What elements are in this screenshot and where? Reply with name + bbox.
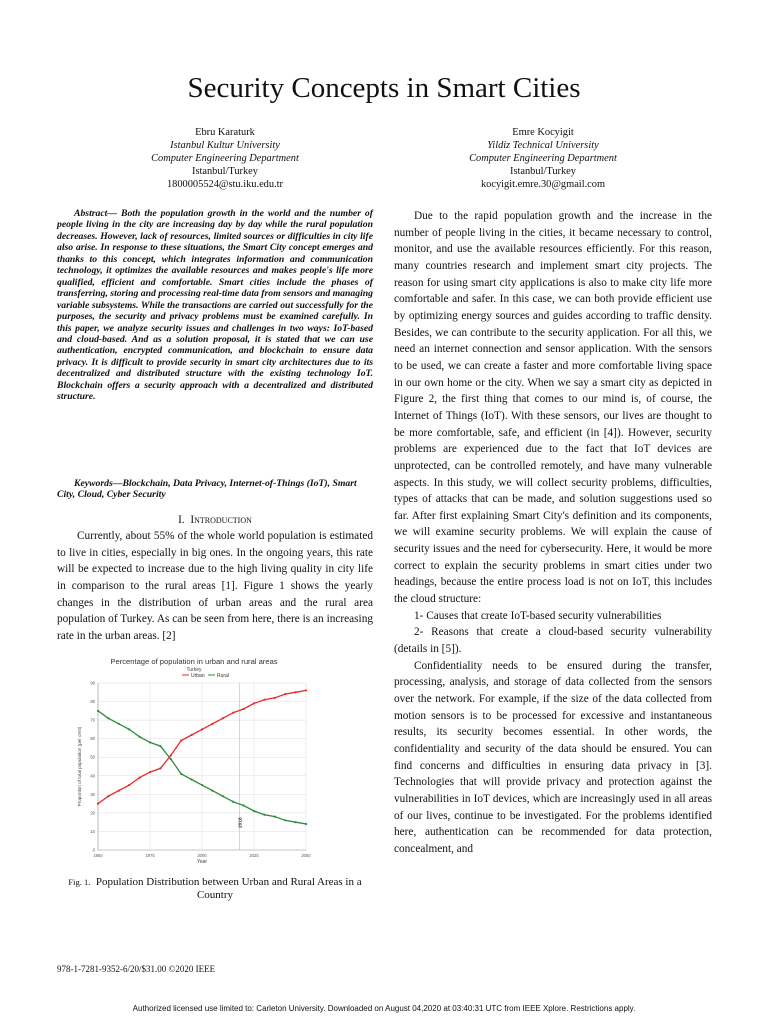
data-point-urban [139,777,141,779]
author-university: Istanbul Kultur University [170,140,280,151]
data-point-urban [159,767,161,769]
chart-subtitle: Turkey [186,667,202,673]
abstract: Abstract— Both the population growth in the world and the number of people living in the city are increasing day by day while the rural population decreases. However, lack of resources, limited sources or difficulties in city life also arise. In response to these situations, the Smart City concept emerges and thanks to this concept, which integrates information and communication technology, it optimizes the available resources and makes people's life more qualified, efficient and comfortable. Smart cities include the phases of transferring, storing and processing real-time data from sensors and managing variable subsystems. While the transactions are carried out successfully for the purposes, the security and privacy problems must be examined carefully. In this paper, we analyze security issues and challenges in two ways: IoT-based and cloud-based. And as a solution proposal, it is stated that we can use authentication, encrypted communication, and blockchain to ensure data privacy. It is difficult to provide security in smart city architectures due to its decentralized and distributed structure with the existing technology IoT. Blockchain offers a security approach with a decentralized and distributed structure. [57,208,373,403]
data-point-urban [295,691,297,693]
figure-label: Fig. 1. [68,877,91,887]
author-block-1 [110,126,340,191]
author-name: Ebru Karaturk [195,127,255,138]
data-point-rural [170,758,172,760]
data-point-urban [107,795,109,797]
data-point-urban [305,689,307,691]
data-point-rural [97,710,99,712]
section-heading [57,514,373,526]
chart-title: Percentage of population in urban and rural areas [110,657,278,666]
right-column [394,208,712,858]
x-tick-label: 2000 [197,853,207,858]
y-tick-label: 20 [90,810,95,816]
data-point-rural [232,801,234,803]
data-point-rural [191,778,193,780]
data-point-rural [128,728,130,730]
intro-body [57,528,373,645]
data-point-rural [305,823,307,825]
data-point-rural [118,723,120,725]
data-point-urban [149,771,151,773]
license-footer: Authorized licensed use limited to: Carleton University. Downloaded on August 04,2020 at 03:40:31 UTC from IEEE Xplore. Restrictions apply. [132,1004,636,1013]
y-tick-label: 90 [90,680,95,686]
x-tick-label: 1975 [145,853,155,858]
data-point-urban [284,693,286,695]
data-point-rural [159,745,161,747]
author-university: Yildiz Technical University [487,140,599,151]
intro-paragraph: Currently, about 55% of the whole world population is estimated to live in cities, especially in big ones. In the ongoing years, this rate will be expected to increase due to the high living quality in city life in comparison to the rural areas [1]. Figure 1 shows the yearly changes in the distribution of urban areas and the rural area population of Turkey. As can be seen from here, there is an increasing rate in the urban areas. [2] [57,530,373,642]
figure-caption-text: Population Distribution between Urban and Rural Areas in a Country [95,876,362,901]
data-point-urban [263,699,265,701]
isbn-line: 978-1-7281-9352-6/20/$31.00 ©2020 IEEE [57,964,216,974]
y-tick-label: 10 [90,828,95,834]
data-point-rural [253,810,255,812]
y-tick-label: 70 [90,717,95,723]
author-name: Emre Kocyigit [512,127,574,138]
data-point-rural [295,821,297,823]
paper-title: Security Concepts in Smart Cities [187,72,581,104]
data-point-rural [107,717,109,719]
figure-caption [57,876,373,902]
data-point-rural [284,819,286,821]
section-number: I. [178,514,185,526]
section-title: Introduction [190,514,252,526]
data-point-urban [97,803,99,805]
legend-urban-label: Urban [191,673,205,679]
year-marker-label: 2018 [238,817,244,828]
y-tick-label: 80 [90,699,95,705]
y-tick-label: 40 [90,773,95,779]
population-chart [74,655,314,867]
data-point-urban [191,734,193,736]
data-point-rural [243,804,245,806]
author-email: kocyigit.emre.30@gmail.com [480,179,606,190]
y-tick-label: 0 [92,847,95,853]
y-axis-label: Proportion of total population (per cent) [77,726,82,807]
data-point-urban [128,784,130,786]
data-point-rural [149,741,151,743]
body-paragraph: Confidentiality needs to be ensured during the transfer, processing, analysis, and storage of data collected from the sensors over the network. For example, if the size of the data collected from motion sensors is to be processed for excessive and instantaneous results, its security becomes essential. In other words, the confidentiality and security of the data should be ensured. You can find concerns and difficulties in ensuring data privacy in [3]. Technologies that will provide privacy and protection against the vulnerabilities in IoT devices, which are increasingly used in all areas of our lives, continue to be investigated. For the problems identified here, authentication can be recommended for data protection, concealment, and [394,659,712,855]
list-item: 1- Causes that create IoT-based security vulnerabilities [414,609,662,622]
data-point-urban [232,712,234,714]
data-point-urban [274,697,276,699]
data-point-rural [222,795,224,797]
author-email: 1800005524@stu.iku.edu.tr [166,179,284,190]
author-block-2 [428,126,658,191]
x-axis-label: Year [196,859,208,865]
x-tick-label: 2050 [301,853,311,858]
data-point-urban [253,702,255,704]
data-point-urban [222,717,224,719]
data-point-urban [180,739,182,741]
legend-rural-label: Rural [217,673,229,679]
x-tick-label: 2025 [249,853,259,858]
data-point-urban [118,790,120,792]
author-department: Computer Engineering Department [151,153,299,164]
y-tick-label: 60 [90,736,95,742]
data-point-rural [201,784,203,786]
y-tick-label: 30 [90,791,95,797]
keywords: Keywords—Blockchain, Data Privacy, Internet-of-Things (IoT), Smart City, Cloud, Cyber Security [57,478,357,501]
body-paragraph: Due to the rapid population growth and the increase in the number of people living in the cities, it became necessary to control, monitor, and use the available resources efficiently. For this reason, many countries research and implement smart city projects. The reason for using smart city applications is also to make city life more comfortable and safer. In this case, we can both provide efficient use by optimizing energy sources and guides according to traffic density. Besides, we can contribute to the security application. For all this, we need an internet connection and sensor application. With the sensors to be used, we can create a faster and more comfortable living space in our own home or the city. When we say a smart city as depicted in Figure 2, the first thing that comes to our mind is, of course, the Internet of Things (IoT). With these sensors, our lives are thought to be more comfortable, safe, and efficient (in [4]). However, security problems are experienced due to the fact that IoT devices are unprotected, can be controlled remotely, and have many vulnerable aspects. In this study, we will collect security problems, difficulties, types of attacks that can be made, and solution suggestions used so far. After first explaining Smart City's definition and its components, we will examine security problems. We will explain the cause of security issues and the need for cybersecurity. Here, it would be more correct to explain the security problems in smart cities under two headings, because the entire process load is not on IoT, this includes the cloud structure: [394,210,712,606]
y-tick-label: 50 [90,754,95,760]
data-point-rural [139,736,141,738]
data-point-urban [211,723,213,725]
data-point-urban [201,728,203,730]
list-item: 2- Reasons that create a cloud-based security vulnerability (details in [5]). [394,626,712,656]
data-point-rural [263,814,265,816]
data-point-rural [274,816,276,818]
author-location: Istanbul/Turkey [191,166,258,177]
author-location: Istanbul/Turkey [509,166,576,177]
data-point-urban [243,708,245,710]
data-point-urban [170,754,172,756]
data-point-rural [211,790,213,792]
data-point-rural [180,773,182,775]
author-department: Computer Engineering Department [469,153,617,164]
x-tick-label: 1950 [93,853,103,858]
